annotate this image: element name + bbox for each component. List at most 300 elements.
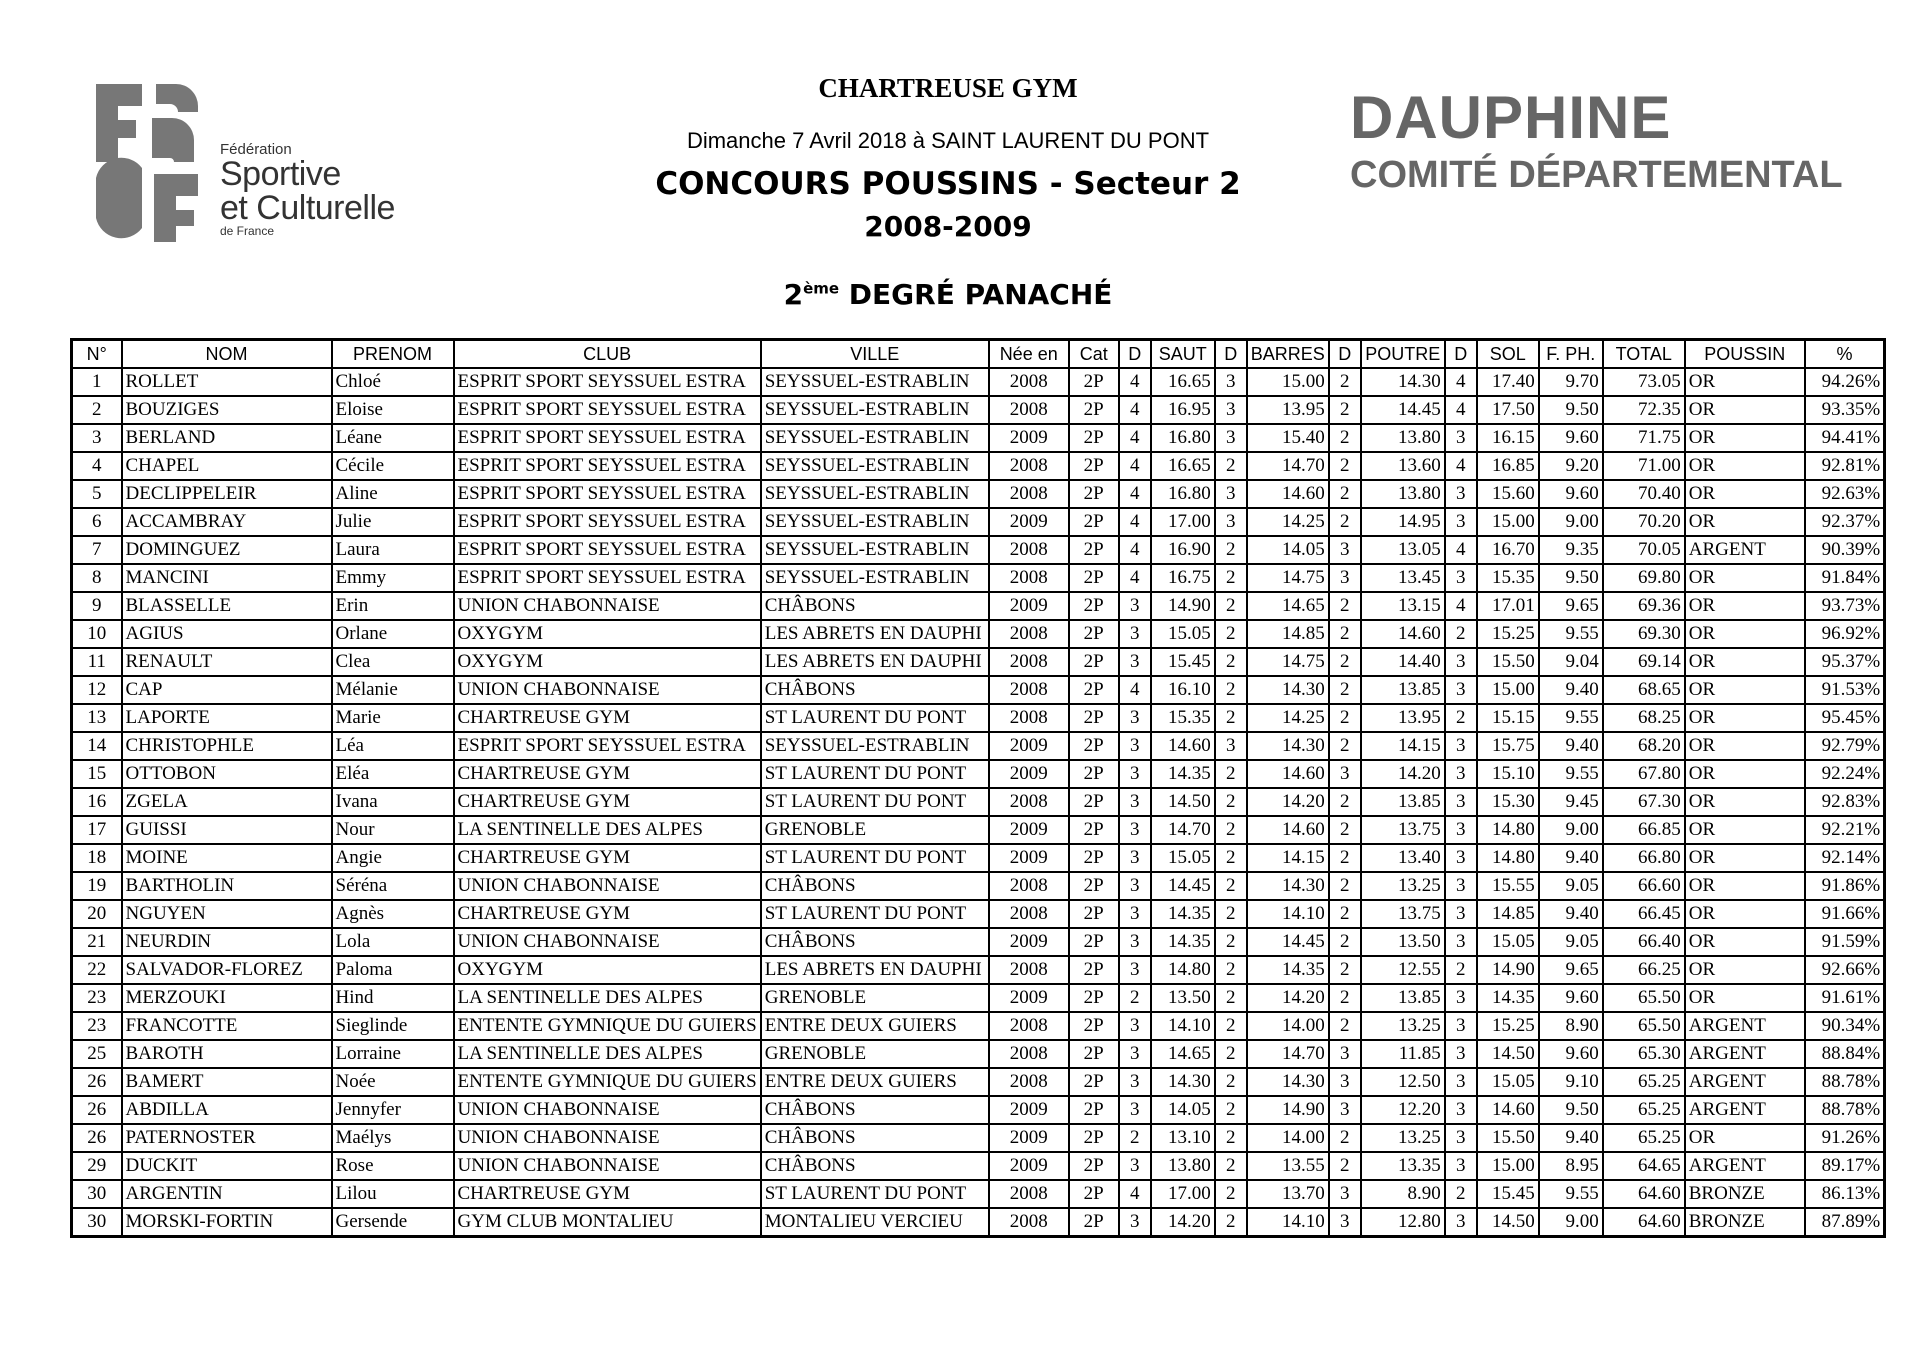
cell-saut: 14.60 [1151,732,1215,760]
cell-ville: SEYSSUEL-ESTRABLIN [761,424,989,452]
cell-d-poutre: 2 [1329,900,1361,928]
cell-d-barres: 2 [1215,872,1247,900]
cell-total: 70.40 [1603,480,1685,508]
cell-nom: ABDILLA [122,1096,332,1124]
header-total: TOTAL [1603,340,1685,369]
cell-barres: 14.30 [1247,732,1329,760]
cell-percent: 92.63% [1805,480,1885,508]
cell-ville: CHÂBONS [761,676,989,704]
cell-ville: SEYSSUEL-ESTRABLIN [761,508,989,536]
cell-ville: GRENOBLE [761,984,989,1012]
competition-title: CONCOURS POUSSINS - Secteur 2 [655,166,1241,202]
cell-percent: 90.39% [1805,536,1885,564]
cell-d-sol: 3 [1445,480,1477,508]
cell-sol: 14.80 [1477,816,1539,844]
cell-nom: GUISSI [122,816,332,844]
table-row [72,1096,1885,1124]
cell-poussin: ARGENT [1685,1012,1805,1040]
cell-club: ESPRIT SPORT SEYSSUEL ESTRA [454,396,761,424]
cell-nee-en: 2009 [989,1096,1069,1124]
cell-cat: 2P [1069,368,1119,396]
cell-prenom: Séréna [332,872,454,900]
cell-d-barres: 2 [1215,1068,1247,1096]
cell-sol: 15.50 [1477,648,1539,676]
cell-rank: 7 [72,536,122,564]
cell-nee-en: 2008 [989,620,1069,648]
cell-d-poutre: 3 [1329,564,1361,592]
cell-rank: 18 [72,844,122,872]
cell-club: LA SENTINELLE DES ALPES [454,984,761,1012]
cell-cat: 2P [1069,704,1119,732]
cell-d-barres: 2 [1215,564,1247,592]
cell-prenom: Lilou [332,1180,454,1208]
cell-d-poutre: 3 [1329,536,1361,564]
cell-saut: 14.80 [1151,956,1215,984]
ffsc-line-sportive: Sportive [220,155,341,193]
cell-f-ph: 9.35 [1539,536,1603,564]
cell-barres: 14.20 [1247,984,1329,1012]
cell-d-barres: 2 [1215,1124,1247,1152]
cell-nee-en: 2008 [989,956,1069,984]
cell-d-sol: 4 [1445,592,1477,620]
header-prenom: PRENOM [332,340,454,369]
cell-cat: 2P [1069,1040,1119,1068]
ffsc-line-culturelle: et Culturelle [220,189,395,227]
cell-barres: 14.45 [1247,928,1329,956]
club-title: CHARTREUSE GYM [818,73,1078,103]
cell-percent: 90.34% [1805,1012,1885,1040]
cell-d-sol: 3 [1445,872,1477,900]
cell-d-barres: 2 [1215,900,1247,928]
cell-saut: 14.35 [1151,900,1215,928]
cell-rank: 17 [72,816,122,844]
cell-d-saut: 3 [1119,1012,1151,1040]
cell-d-barres: 3 [1215,480,1247,508]
cell-cat: 2P [1069,620,1119,648]
cell-club: OXYGYM [454,956,761,984]
cell-prenom: Nour [332,816,454,844]
cell-d-saut: 3 [1119,956,1151,984]
cell-rank: 22 [72,956,122,984]
cell-club: CHARTREUSE GYM [454,788,761,816]
cell-saut: 15.05 [1151,844,1215,872]
cell-cat: 2P [1069,1124,1119,1152]
cell-d-sol: 3 [1445,564,1477,592]
cell-poutre: 13.80 [1361,480,1445,508]
cell-prenom: Lorraine [332,1040,454,1068]
cell-club: UNION CHABONNAISE [454,1124,761,1152]
cell-club: UNION CHABONNAISE [454,592,761,620]
cell-club: ESPRIT SPORT SEYSSUEL ESTRA [454,424,761,452]
cell-ville: ENTRE DEUX GUIERS [761,1012,989,1040]
cell-total: 70.20 [1603,508,1685,536]
cell-d-poutre: 2 [1329,424,1361,452]
cell-d-sol: 3 [1445,1096,1477,1124]
cell-percent: 91.53% [1805,676,1885,704]
cell-saut: 16.95 [1151,396,1215,424]
cell-saut: 14.90 [1151,592,1215,620]
cell-poutre: 14.45 [1361,396,1445,424]
cell-saut: 14.20 [1151,1208,1215,1237]
cell-poussin: BRONZE [1685,1180,1805,1208]
cell-ville: GRENOBLE [761,1040,989,1068]
cell-ville: CHÂBONS [761,928,989,956]
cell-barres: 14.30 [1247,676,1329,704]
cell-barres: 14.75 [1247,564,1329,592]
cell-barres: 14.60 [1247,480,1329,508]
cell-prenom: Mélanie [332,676,454,704]
cell-sol: 14.35 [1477,984,1539,1012]
cell-saut: 16.80 [1151,480,1215,508]
cell-ville: SEYSSUEL-ESTRABLIN [761,564,989,592]
cell-saut: 17.00 [1151,1180,1215,1208]
cell-nom: MERZOUKI [122,984,332,1012]
cell-nee-en: 2008 [989,676,1069,704]
cell-cat: 2P [1069,760,1119,788]
cell-nom: NGUYEN [122,900,332,928]
table-row [72,1068,1885,1096]
cell-poutre: 14.40 [1361,648,1445,676]
cell-ville: SEYSSUEL-ESTRABLIN [761,396,989,424]
table-row [72,536,1885,564]
cell-d-sol: 2 [1445,1180,1477,1208]
level-suffix: ème [803,279,840,298]
cell-barres: 14.70 [1247,1040,1329,1068]
cell-d-saut: 4 [1119,676,1151,704]
cell-d-sol: 4 [1445,536,1477,564]
cell-barres: 14.90 [1247,1096,1329,1124]
cell-d-sol: 3 [1445,1152,1477,1180]
cell-nom: NEURDIN [122,928,332,956]
cell-percent: 92.21% [1805,816,1885,844]
cell-nee-en: 2009 [989,928,1069,956]
cell-rank: 26 [72,1096,122,1124]
table-row [72,788,1885,816]
cell-barres: 13.70 [1247,1180,1329,1208]
cell-percent: 88.84% [1805,1040,1885,1068]
cell-barres: 14.20 [1247,788,1329,816]
cell-f-ph: 9.60 [1539,480,1603,508]
cell-d-barres: 2 [1215,1208,1247,1237]
cell-poutre: 13.25 [1361,872,1445,900]
cell-sol: 15.25 [1477,1012,1539,1040]
cell-percent: 92.81% [1805,452,1885,480]
cell-barres: 14.10 [1247,1208,1329,1237]
cell-poutre: 13.35 [1361,1152,1445,1180]
cell-percent: 91.26% [1805,1124,1885,1152]
cell-d-barres: 2 [1215,676,1247,704]
cell-saut: 17.00 [1151,508,1215,536]
cell-club: ESPRIT SPORT SEYSSUEL ESTRA [454,508,761,536]
cell-poussin: OR [1685,1124,1805,1152]
cell-f-ph: 9.55 [1539,1180,1603,1208]
cell-prenom: Eloise [332,396,454,424]
cell-total: 65.25 [1603,1068,1685,1096]
cell-saut: 14.45 [1151,872,1215,900]
cell-d-barres: 2 [1215,788,1247,816]
cell-ville: ST LAURENT DU PONT [761,788,989,816]
cell-ville: ST LAURENT DU PONT [761,1180,989,1208]
cell-nom: BARTHOLIN [122,872,332,900]
cell-poussin: OR [1685,844,1805,872]
cell-nee-en: 2009 [989,984,1069,1012]
cell-d-sol: 3 [1445,788,1477,816]
cell-nom: MOINE [122,844,332,872]
header-ville: VILLE [761,340,989,369]
cell-rank: 30 [72,1180,122,1208]
cell-poussin: OR [1685,452,1805,480]
cell-rank: 2 [72,396,122,424]
cell-club: UNION CHABONNAISE [454,1096,761,1124]
cell-percent: 95.37% [1805,648,1885,676]
cell-percent: 86.13% [1805,1180,1885,1208]
cell-ville: GRENOBLE [761,816,989,844]
cell-poutre: 13.15 [1361,592,1445,620]
cell-total: 65.25 [1603,1124,1685,1152]
cell-prenom: Ivana [332,788,454,816]
cell-saut: 14.50 [1151,788,1215,816]
cell-rank: 25 [72,1040,122,1068]
cell-poussin: OR [1685,508,1805,536]
cell-rank: 26 [72,1124,122,1152]
cell-nom: RENAULT [122,648,332,676]
dauphine-logo-subtitle: COMITÉ DÉPARTEMENTAL [1350,154,1843,196]
cell-nee-en: 2008 [989,1012,1069,1040]
cell-club: CHARTREUSE GYM [454,704,761,732]
cell-f-ph: 9.10 [1539,1068,1603,1096]
cell-f-ph: 9.40 [1539,1124,1603,1152]
cell-nee-en: 2009 [989,1124,1069,1152]
cell-d-poutre: 2 [1329,732,1361,760]
cell-d-sol: 3 [1445,1124,1477,1152]
results-table [70,338,1886,1238]
cell-barres: 14.70 [1247,452,1329,480]
cell-poutre: 13.25 [1361,1124,1445,1152]
cell-d-barres: 2 [1215,704,1247,732]
cell-saut: 14.30 [1151,1068,1215,1096]
cell-sol: 14.90 [1477,956,1539,984]
cell-poutre: 13.40 [1361,844,1445,872]
cell-barres: 14.15 [1247,844,1329,872]
cell-f-ph: 9.60 [1539,984,1603,1012]
cell-d-barres: 2 [1215,1012,1247,1040]
table-row [72,508,1885,536]
table-row [72,620,1885,648]
cell-total: 66.80 [1603,844,1685,872]
cell-d-poutre: 2 [1329,620,1361,648]
table-row [72,1040,1885,1068]
cell-d-barres: 2 [1215,956,1247,984]
table-row [72,592,1885,620]
cell-rank: 15 [72,760,122,788]
cell-poutre: 12.50 [1361,1068,1445,1096]
cell-club: ESPRIT SPORT SEYSSUEL ESTRA [454,452,761,480]
cell-percent: 92.37% [1805,508,1885,536]
header-d-poutre: D [1329,340,1361,369]
cell-cat: 2P [1069,1096,1119,1124]
cell-percent: 87.89% [1805,1208,1885,1237]
cell-cat: 2P [1069,648,1119,676]
cell-cat: 2P [1069,1180,1119,1208]
cell-rank: 13 [72,704,122,732]
header-nom: NOM [122,340,332,369]
cell-nom: ARGENTIN [122,1180,332,1208]
cell-f-ph: 9.55 [1539,620,1603,648]
header-d-sol: D [1445,340,1477,369]
cell-club: ESPRIT SPORT SEYSSUEL ESTRA [454,564,761,592]
cell-prenom: Sieglinde [332,1012,454,1040]
cell-d-saut: 3 [1119,760,1151,788]
cell-prenom: Jennyfer [332,1096,454,1124]
header-poussin: POUSSIN [1685,340,1805,369]
cell-sol: 14.80 [1477,844,1539,872]
cell-club: UNION CHABONNAISE [454,872,761,900]
cell-poutre: 8.90 [1361,1180,1445,1208]
table-row [72,424,1885,452]
cell-poutre: 13.50 [1361,928,1445,956]
cell-d-sol: 3 [1445,1040,1477,1068]
cell-sol: 15.50 [1477,1124,1539,1152]
cell-saut: 16.65 [1151,452,1215,480]
table-row [72,1124,1885,1152]
cell-d-barres: 3 [1215,368,1247,396]
cell-nom: PATERNOSTER [122,1124,332,1152]
cell-d-saut: 2 [1119,1124,1151,1152]
table-row [72,396,1885,424]
cell-total: 71.75 [1603,424,1685,452]
cell-saut: 13.10 [1151,1124,1215,1152]
cell-d-barres: 3 [1215,732,1247,760]
cell-d-poutre: 2 [1329,788,1361,816]
cell-ville: SEYSSUEL-ESTRABLIN [761,732,989,760]
cell-nee-en: 2008 [989,648,1069,676]
cell-cat: 2P [1069,564,1119,592]
cell-rank: 14 [72,732,122,760]
cell-sol: 15.00 [1477,1152,1539,1180]
cell-sol: 15.25 [1477,620,1539,648]
cell-nee-en: 2008 [989,872,1069,900]
cell-d-barres: 2 [1215,928,1247,956]
cell-saut: 13.80 [1151,1152,1215,1180]
cell-cat: 2P [1069,452,1119,480]
cell-cat: 2P [1069,732,1119,760]
cell-d-barres: 2 [1215,1096,1247,1124]
cell-club: CHARTREUSE GYM [454,844,761,872]
cell-poussin: OR [1685,592,1805,620]
cell-ville: SEYSSUEL-ESTRABLIN [761,452,989,480]
cell-poussin: ARGENT [1685,1068,1805,1096]
cell-rank: 30 [72,1208,122,1237]
header-sol: SOL [1477,340,1539,369]
cell-nom: MANCINI [122,564,332,592]
table-row [72,816,1885,844]
cell-d-poutre: 2 [1329,844,1361,872]
cell-poutre: 13.60 [1361,452,1445,480]
cell-sol: 15.05 [1477,1068,1539,1096]
cell-nee-en: 2008 [989,900,1069,928]
cell-percent: 92.79% [1805,732,1885,760]
cell-poutre: 13.75 [1361,900,1445,928]
cell-barres: 14.85 [1247,620,1329,648]
cell-f-ph: 9.50 [1539,1096,1603,1124]
header-poutre: POUTRE [1361,340,1445,369]
cell-cat: 2P [1069,676,1119,704]
cell-nom: CAP [122,676,332,704]
cell-barres: 13.95 [1247,396,1329,424]
header-d-barres: D [1215,340,1247,369]
cell-barres: 14.60 [1247,816,1329,844]
cell-club: OXYGYM [454,648,761,676]
ffsc-line-france: de France [220,224,275,238]
cell-poussin: OR [1685,956,1805,984]
table-row [72,732,1885,760]
header-club: CLUB [454,340,761,369]
cell-d-saut: 3 [1119,900,1151,928]
cell-rank: 4 [72,452,122,480]
cell-nom: DOMINGUEZ [122,536,332,564]
cell-poussin: OR [1685,900,1805,928]
cell-d-poutre: 2 [1329,1012,1361,1040]
cell-prenom: Chloé [332,368,454,396]
cell-saut: 16.75 [1151,564,1215,592]
cell-saut: 14.70 [1151,816,1215,844]
dauphine-logo [1350,84,1843,196]
header-cat: Cat [1069,340,1119,369]
cell-total: 72.35 [1603,396,1685,424]
cell-d-saut: 3 [1119,1068,1151,1096]
cell-d-poutre: 2 [1329,984,1361,1012]
cell-nee-en: 2009 [989,1152,1069,1180]
cell-cat: 2P [1069,1068,1119,1096]
cell-d-barres: 3 [1215,396,1247,424]
cell-poussin: OR [1685,816,1805,844]
cell-poussin: OR [1685,788,1805,816]
cell-d-sol: 4 [1445,396,1477,424]
table-body [72,368,1885,1237]
cell-d-saut: 3 [1119,928,1151,956]
cell-club: UNION CHABONNAISE [454,928,761,956]
cell-rank: 5 [72,480,122,508]
cell-f-ph: 9.55 [1539,760,1603,788]
cell-poussin: OR [1685,480,1805,508]
cell-cat: 2P [1069,396,1119,424]
cell-nom: MORSKI-FORTIN [122,1208,332,1237]
cell-nee-en: 2008 [989,1068,1069,1096]
cell-percent: 91.66% [1805,900,1885,928]
cell-d-poutre: 3 [1329,1096,1361,1124]
cell-d-sol: 3 [1445,1208,1477,1237]
cell-nom: DECLIPPELEIR [122,480,332,508]
cell-total: 69.36 [1603,592,1685,620]
cell-barres: 13.55 [1247,1152,1329,1180]
cell-ville: SEYSSUEL-ESTRABLIN [761,368,989,396]
cell-sol: 15.00 [1477,508,1539,536]
cell-prenom: Léa [332,732,454,760]
cell-total: 65.50 [1603,984,1685,1012]
cell-d-saut: 3 [1119,1040,1151,1068]
cell-sol: 15.55 [1477,872,1539,900]
cell-nom: BLASSELLE [122,592,332,620]
cell-ville: SEYSSUEL-ESTRABLIN [761,480,989,508]
cell-saut: 14.35 [1151,760,1215,788]
cell-prenom: Agnès [332,900,454,928]
cell-poutre: 14.20 [1361,760,1445,788]
cell-d-saut: 3 [1119,648,1151,676]
cell-poussin: OR [1685,424,1805,452]
cell-d-barres: 2 [1215,1152,1247,1180]
cell-poutre: 12.20 [1361,1096,1445,1124]
header-percent: % [1805,340,1885,369]
